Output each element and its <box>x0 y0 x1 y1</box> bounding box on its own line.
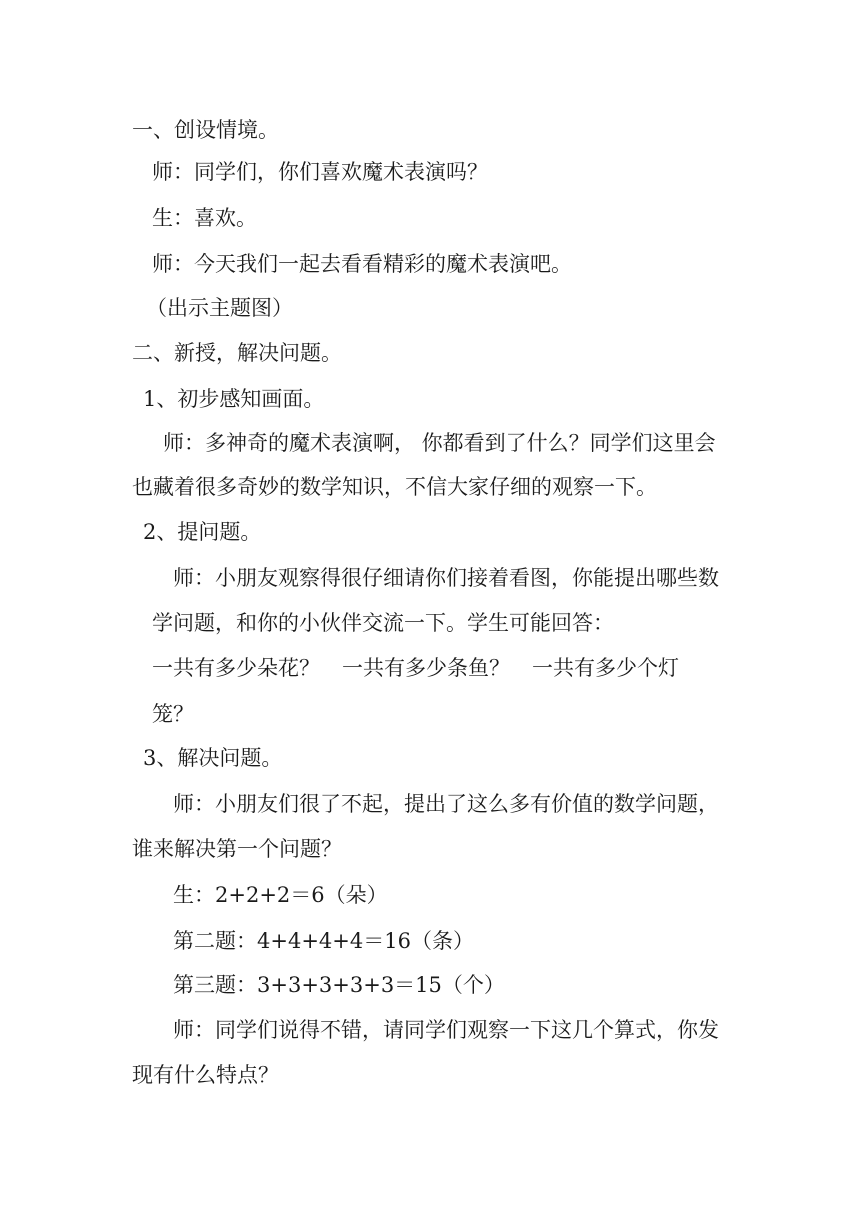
answer-lanterns: 一共有多少个灯 <box>532 656 679 680</box>
student-answers <box>152 653 679 683</box>
student-line: 生：喜欢。 <box>152 206 257 230</box>
subsection-heading: 2、提问题。 <box>143 520 262 544</box>
stage-note: （出示主题图） <box>146 296 293 320</box>
student-answer-3: 第三题：3+3+3+3+3＝15（个） <box>173 973 505 997</box>
teacher-line: 师：同学们说得不错，请同学们观察一下这几个算式，你发 <box>173 1018 719 1042</box>
section-heading-1: 一、创设情境。 <box>132 118 279 142</box>
teacher-line-continued: 也藏着很多奇妙的数学知识，不信大家仔细的观察一下。 <box>132 475 657 499</box>
teacher-line: 师：多神奇的魔术表演啊， 你都看到了什么？同学们这里会 <box>163 431 716 455</box>
teacher-line: 师：小朋友们很了不起，提出了这么多有价值的数学问题， <box>173 792 719 816</box>
teacher-line-continued: 谁来解决第一个问题？ <box>132 837 342 861</box>
student-answers-continued: 笼？ <box>152 702 194 726</box>
teacher-line: 师：今天我们一起去看看精彩的魔术表演吧。 <box>152 252 572 276</box>
student-answer-1: 生：2+2+2＝6（朵） <box>173 883 388 907</box>
teacher-line: 师：同学们，你们喜欢魔术表演吗？ <box>152 160 488 184</box>
teacher-line-continued: 现有什么特点？ <box>132 1063 279 1087</box>
section-heading-2: 二、新授，解决问题。 <box>132 341 342 365</box>
answer-flowers: 一共有多少朵花？ <box>152 656 320 680</box>
subsection-heading: 1、初步感知画面。 <box>143 387 325 411</box>
answer-fish: 一共有多少条鱼？ <box>342 656 510 680</box>
student-answer-2: 第二题：4+4+4+4＝16（条） <box>173 929 474 953</box>
subsection-heading: 3、解决问题。 <box>143 746 283 770</box>
teacher-line: 师：小朋友观察得很仔细请你们接着看图，你能提出哪些数 <box>173 566 719 590</box>
teacher-line-continued: 学问题，和你的小伙伴交流一下。学生可能回答： <box>152 611 614 635</box>
